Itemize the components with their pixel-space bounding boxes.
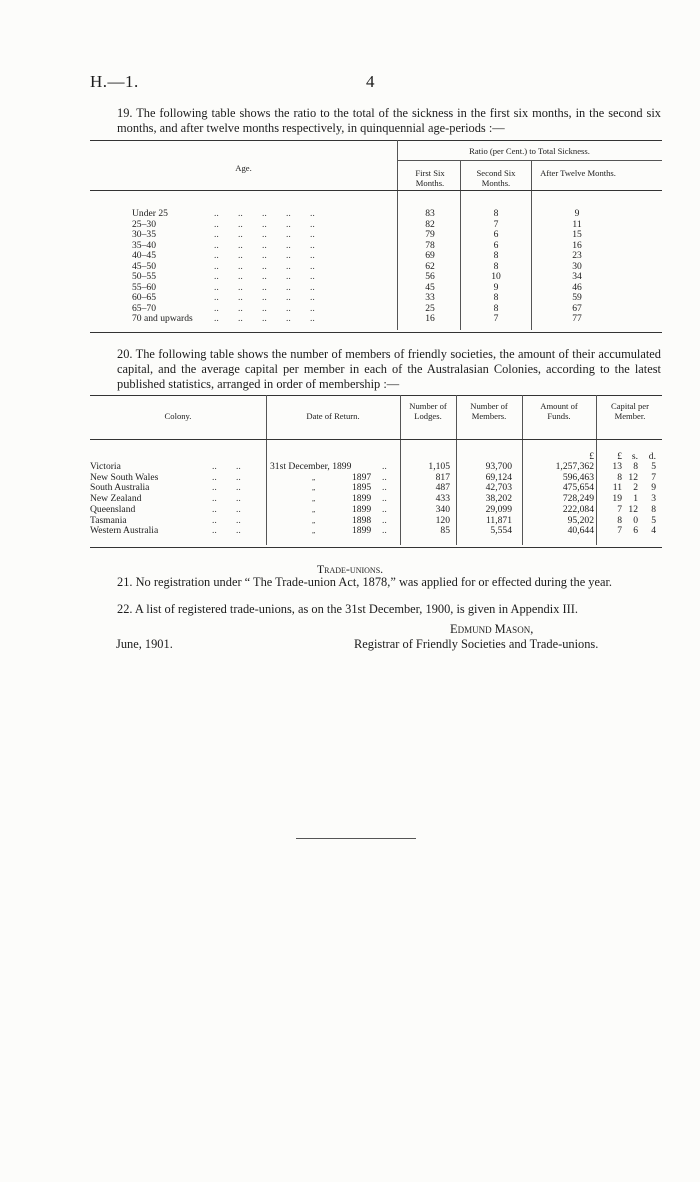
after-twelve-cell: 67 bbox=[572, 302, 582, 314]
leader-dots: .. .. .. .. .. bbox=[214, 208, 315, 219]
leader-dots: .. .. .. .. .. bbox=[214, 239, 315, 251]
after-twelve-cell: 16 bbox=[572, 239, 582, 251]
colony-cell: Tasmania bbox=[90, 514, 127, 526]
colony-cell: Queensland bbox=[90, 503, 136, 515]
leader-dots: .. .. .. .. .. bbox=[214, 302, 315, 314]
first-six-cell: 69 bbox=[425, 250, 435, 261]
group-header-rule bbox=[397, 160, 662, 161]
paragraph-22 bbox=[89, 602, 661, 617]
second-six-cell: 9 bbox=[493, 281, 499, 293]
paragraph-21-text: 21. No registration under “ The Trade-union Act, 1878,” was applied for or effected during the year. bbox=[117, 575, 613, 589]
after-twelve-cell: 46 bbox=[572, 281, 582, 293]
funds-cell: 1,257,362 bbox=[555, 461, 594, 472]
pounds-cell: 7 bbox=[617, 503, 622, 515]
second-six-cell: 8 bbox=[493, 302, 499, 314]
second-six-cell: 6 bbox=[493, 229, 499, 240]
members-cell: 42,703 bbox=[485, 482, 512, 494]
second-six-cell: 10 bbox=[491, 271, 501, 282]
signatory-name: Edmund Mason, bbox=[450, 622, 534, 636]
after-twelve-cell: 15 bbox=[572, 229, 582, 240]
date-cell: 1897 bbox=[352, 471, 372, 483]
pence-cell: 5 bbox=[651, 514, 656, 526]
date-cell: 1895 bbox=[352, 482, 372, 494]
trade-unions-heading: Trade-unions. bbox=[316, 562, 384, 576]
paragraph-22-text: 22. A list of registered trade-unions, as on the 31st December, 1900, is given in Appendix III. bbox=[117, 602, 578, 616]
table-row bbox=[90, 272, 662, 283]
leader-dots: .. .. bbox=[212, 482, 241, 494]
leader-dots: .. .. .. .. .. bbox=[214, 218, 315, 230]
table-row bbox=[90, 230, 662, 241]
members-cell: 69,124 bbox=[485, 471, 512, 483]
ditto-mark: „ bbox=[312, 505, 316, 514]
lodges-cell: 85 bbox=[440, 525, 450, 537]
leader-dots: .. .. bbox=[212, 525, 241, 537]
first-six-cell: 16 bbox=[425, 313, 435, 324]
age-cell: 25–30 bbox=[132, 218, 156, 230]
age-column-header: Age. bbox=[235, 163, 252, 173]
age-cell: 60–65 bbox=[132, 292, 156, 303]
pence-cell: 4 bbox=[651, 525, 656, 537]
table-row bbox=[90, 505, 662, 516]
age-cell: 35–40 bbox=[132, 239, 156, 251]
second-six-cell: 6 bbox=[493, 239, 499, 251]
funds-cell: 222,084 bbox=[562, 503, 594, 515]
age-cell: 55–60 bbox=[132, 281, 156, 293]
pence-unit: d. bbox=[648, 451, 656, 462]
series-code: H.—1. bbox=[90, 72, 139, 91]
shillings-cell: 8 bbox=[633, 461, 638, 472]
capital-header: Capital per Member. bbox=[611, 401, 649, 421]
pounds-cell: 8 bbox=[617, 471, 622, 483]
ditto-mark: „ bbox=[312, 495, 316, 504]
colony-cell: New Zealand bbox=[90, 493, 142, 505]
date-header: Date of Return. bbox=[306, 411, 360, 421]
funds-cell: 596,463 bbox=[562, 471, 594, 483]
leader-dots: .. bbox=[382, 503, 387, 515]
leader-dots: .. bbox=[382, 482, 387, 494]
leader-dots: .. .. bbox=[212, 503, 241, 515]
signatory-title: Registrar of Friendly Societies and Trade-unions. bbox=[354, 637, 599, 651]
leader-dots: .. bbox=[382, 514, 387, 526]
shillings-cell: 6 bbox=[633, 525, 638, 537]
paragraph-21 bbox=[89, 575, 661, 590]
page-number: 4 bbox=[366, 72, 375, 91]
first-six-cell: 83 bbox=[425, 208, 435, 219]
second-six-cell: 8 bbox=[493, 208, 499, 219]
leader-dots: .. bbox=[382, 461, 387, 472]
funds-header: Amount of Funds. bbox=[540, 401, 578, 421]
members-cell: 38,202 bbox=[485, 493, 512, 505]
leader-dots: .. bbox=[382, 525, 387, 537]
lodges-cell: 433 bbox=[435, 493, 450, 505]
lodges-cell: 340 bbox=[435, 503, 450, 515]
funds-cell: 475,654 bbox=[562, 482, 594, 494]
table-row bbox=[90, 209, 662, 220]
table-row bbox=[90, 314, 662, 325]
first-six-cell: 33 bbox=[425, 292, 435, 303]
paragraph-20 bbox=[89, 347, 661, 392]
second-six-cell: 7 bbox=[493, 218, 499, 230]
date-cell: 1898 bbox=[352, 514, 372, 526]
colony-header: Colony. bbox=[164, 411, 192, 421]
table-row bbox=[90, 251, 662, 262]
closing-rule bbox=[296, 838, 416, 839]
after-twelve-header: After Twelve Months. bbox=[540, 168, 616, 178]
leader-dots: .. .. bbox=[212, 514, 241, 526]
age-cell: 40–45 bbox=[132, 250, 156, 261]
leader-dots: .. bbox=[382, 471, 387, 483]
shillings-cell: 1 bbox=[633, 493, 638, 505]
table-row bbox=[90, 526, 662, 537]
leader-dots: .. .. .. .. .. bbox=[214, 281, 315, 293]
after-twelve-cell: 59 bbox=[572, 292, 582, 303]
second-six-header: Second Six Months. bbox=[476, 168, 516, 188]
date-cell: 31st December, 1899 bbox=[270, 461, 352, 472]
table-row bbox=[90, 462, 662, 473]
table-row bbox=[90, 293, 662, 304]
after-twelve-cell: 77 bbox=[572, 313, 582, 324]
after-twelve-cell: 9 bbox=[574, 208, 580, 219]
paragraph-20-text: 20. The following table shows the number of members of friendly societies, the amount of their accumulated capital, and the average capital per member in each of the Australasian Colonies, according to the latest published statistics, arranged in order of membership :— bbox=[117, 347, 661, 391]
first-six-cell: 62 bbox=[425, 260, 435, 272]
lodges-cell: 487 bbox=[435, 482, 450, 494]
members-cell: 29,099 bbox=[485, 503, 512, 515]
first-six-cell: 79 bbox=[425, 229, 435, 240]
funds-cell: 95,202 bbox=[567, 514, 594, 526]
date-cell: 1899 bbox=[352, 525, 372, 537]
after-twelve-cell: 11 bbox=[572, 218, 582, 230]
colony-cell: Western Australia bbox=[90, 525, 159, 537]
ditto-mark: „ bbox=[312, 527, 316, 536]
report-date: June, 1901. bbox=[116, 637, 173, 651]
members-cell: 11,871 bbox=[485, 514, 512, 526]
second-six-cell: 8 bbox=[493, 250, 499, 261]
date-cell: 1899 bbox=[352, 493, 372, 505]
age-cell: 70 and upwards bbox=[132, 313, 193, 324]
colony-cell: South Australia bbox=[90, 482, 150, 494]
first-six-header: First Six Months. bbox=[415, 168, 445, 188]
leader-dots: .. .. .. .. .. bbox=[214, 271, 315, 282]
funds-unit: £ bbox=[589, 451, 594, 462]
ditto-mark: „ bbox=[312, 516, 316, 525]
second-six-cell: 8 bbox=[493, 292, 499, 303]
table-bottom-rule bbox=[90, 332, 662, 333]
pence-cell: 9 bbox=[651, 482, 656, 494]
leader-dots: .. .. .. .. .. bbox=[214, 260, 315, 272]
lodges-cell: 817 bbox=[435, 471, 450, 483]
leader-dots: .. .. .. .. .. bbox=[214, 292, 315, 303]
table-top-rule bbox=[90, 140, 662, 141]
leader-dots: .. .. .. .. .. bbox=[214, 250, 315, 261]
header-bottom-rule bbox=[90, 190, 662, 191]
pounds-cell: 19 bbox=[612, 493, 622, 505]
age-cell: 30–35 bbox=[132, 229, 156, 240]
members-cell: 93,700 bbox=[485, 461, 512, 472]
members-header: Number of Members. bbox=[470, 401, 508, 421]
pence-cell: 8 bbox=[651, 503, 656, 515]
shillings-unit: s. bbox=[631, 451, 638, 462]
age-cell: 45–50 bbox=[132, 260, 156, 272]
pence-cell: 5 bbox=[651, 461, 656, 472]
ratio-group-header: Ratio (per Cent.) to Total Sickness. bbox=[469, 146, 590, 156]
table-top-rule bbox=[90, 395, 662, 396]
members-cell: 5,554 bbox=[490, 525, 512, 537]
ditto-mark: „ bbox=[312, 484, 316, 493]
after-twelve-cell: 23 bbox=[572, 250, 582, 261]
shillings-cell: 0 bbox=[633, 514, 638, 526]
after-twelve-cell: 30 bbox=[572, 260, 582, 272]
funds-cell: 40,644 bbox=[567, 525, 594, 537]
leader-dots: .. .. bbox=[212, 493, 241, 505]
colony-cell: New South Wales bbox=[90, 471, 159, 483]
sickness-ratio-table bbox=[90, 140, 662, 335]
lodges-cell: 1,105 bbox=[428, 461, 450, 472]
age-cell: 65–70 bbox=[132, 302, 156, 314]
pounds-cell: 8 bbox=[617, 514, 622, 526]
table-bottom-rule bbox=[90, 547, 662, 548]
pence-cell: 3 bbox=[651, 493, 656, 505]
pounds-cell: 7 bbox=[617, 525, 622, 537]
leader-dots: .. .. .. .. .. bbox=[214, 313, 315, 324]
second-six-cell: 7 bbox=[493, 313, 499, 324]
age-cell: Under 25 bbox=[132, 208, 168, 219]
after-twelve-cell: 34 bbox=[572, 271, 582, 282]
header-bottom-rule bbox=[90, 439, 662, 440]
date-cell: 1899 bbox=[352, 503, 372, 515]
leader-dots: .. .. .. .. .. bbox=[214, 229, 315, 240]
pounds-cell: 13 bbox=[612, 461, 622, 472]
paragraph-19-text: 19. The following table shows the ratio to the total of the sickness in the first six months, in the second six months, and after twelve months respectively, in quinquennial age-periods :— bbox=[117, 106, 661, 135]
leader-dots: .. .. bbox=[212, 461, 241, 472]
shillings-cell: 2 bbox=[633, 482, 638, 494]
first-six-cell: 78 bbox=[425, 239, 435, 251]
shillings-cell: 12 bbox=[628, 471, 638, 483]
pounds-cell: 11 bbox=[612, 482, 622, 494]
pence-cell: 7 bbox=[651, 471, 656, 483]
lodges-header: Number of Lodges. bbox=[409, 401, 447, 421]
funds-cell: 728,249 bbox=[562, 493, 594, 505]
shillings-cell: 12 bbox=[628, 503, 638, 515]
first-six-cell: 82 bbox=[425, 218, 435, 230]
second-six-cell: 8 bbox=[493, 260, 499, 272]
lodges-cell: 120 bbox=[435, 514, 450, 526]
age-cell: 50–55 bbox=[132, 271, 156, 282]
first-six-cell: 25 bbox=[425, 302, 435, 314]
ditto-mark: „ bbox=[312, 473, 316, 482]
colony-cell: Victoria bbox=[90, 461, 121, 472]
leader-dots: .. .. bbox=[212, 471, 241, 483]
pounds-unit: £ bbox=[617, 451, 622, 462]
friendly-societies-table bbox=[90, 395, 662, 550]
first-six-cell: 45 bbox=[425, 281, 435, 293]
first-six-cell: 56 bbox=[425, 271, 435, 282]
paragraph-19 bbox=[89, 106, 661, 136]
leader-dots: .. bbox=[382, 493, 387, 505]
